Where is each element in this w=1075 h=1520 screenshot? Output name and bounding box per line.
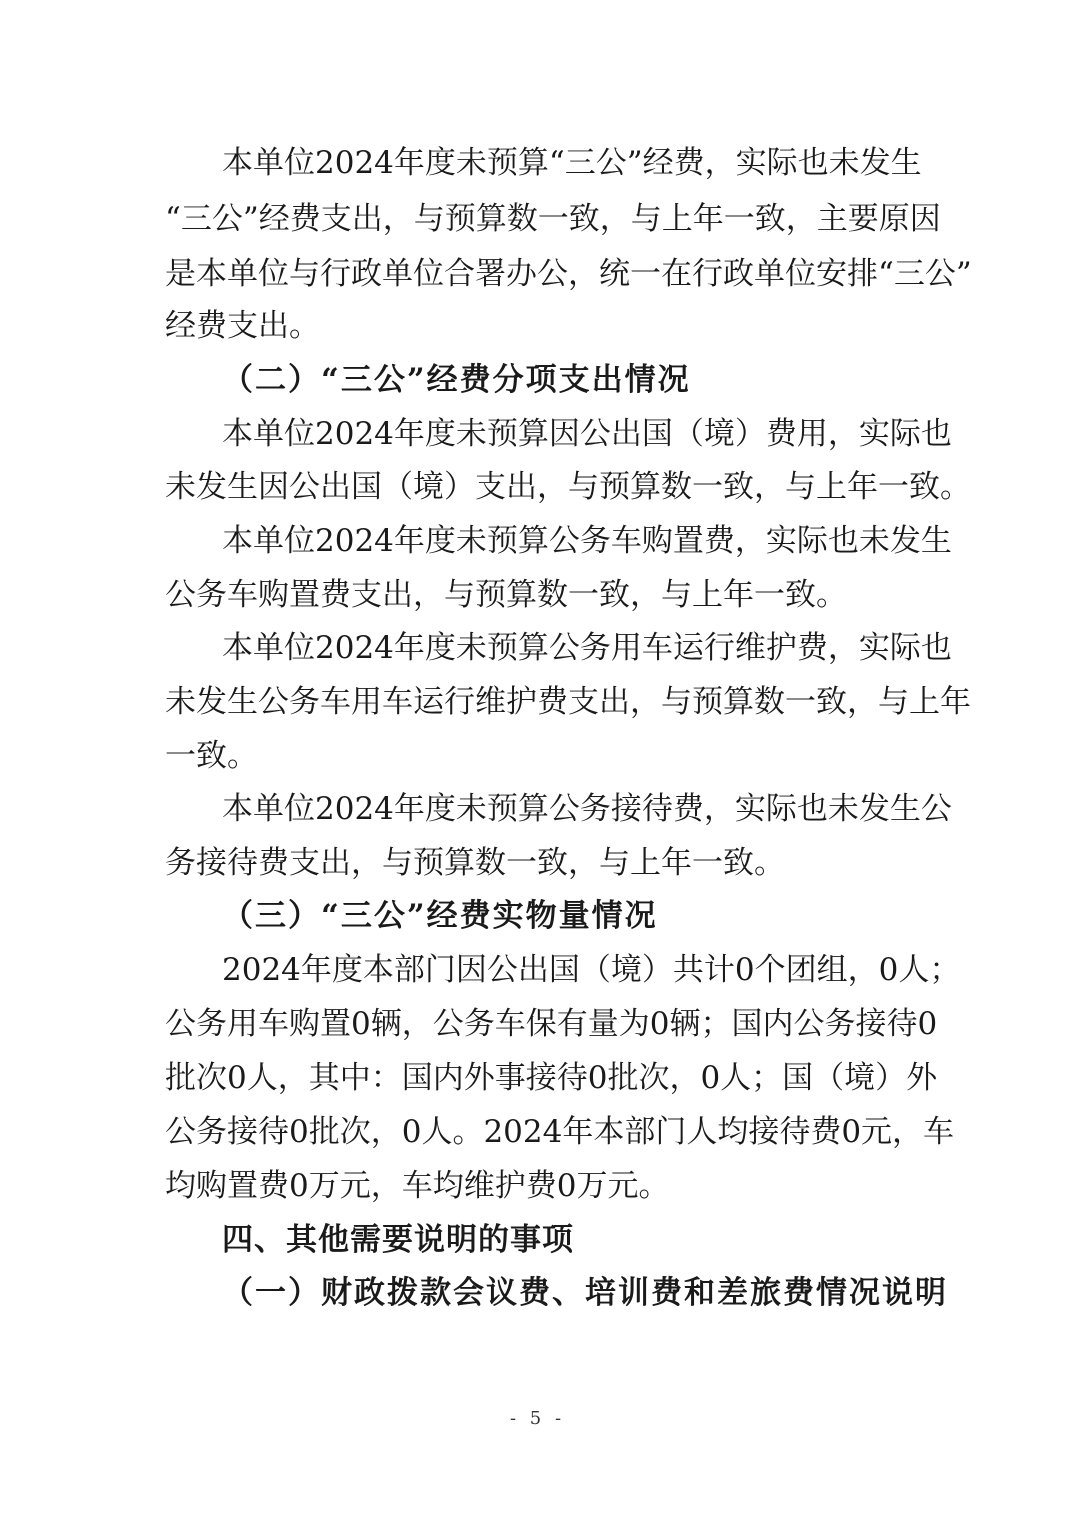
paragraph-line: 本单位2024年度未预算公务用车运行维护费，实际也: [222, 630, 952, 666]
paragraph-line: 2024年度本部门因公出国（境）共计0个团组，0人；: [222, 952, 961, 988]
paragraph-line: 未发生因公出国（境）支出，与预算数一致，与上年一致。: [165, 469, 971, 505]
paragraph-line: 批次0人，其中：国内外事接待0批次，0人；国（境）外: [165, 1060, 938, 1096]
paragraph-line: 公务接待0批次，0人。2024年本部门人均接待费0元，车: [165, 1114, 955, 1150]
paragraph-line: 均购置费0万元，车均维护费0万元。: [165, 1168, 670, 1204]
paragraph-line: 本单位2024年度未预算“三公”经费，实际也未发生: [222, 145, 922, 181]
page-number: - 5 -: [509, 1408, 566, 1429]
section-heading: 四、其他需要说明的事项: [222, 1222, 574, 1258]
paragraph-line: 是本单位与行政单位合署办公，统一在行政单位安排“三公”: [165, 256, 972, 292]
paragraph-line: 公务车购置费支出，与预算数一致，与上年一致。: [165, 577, 847, 613]
paragraph-line: 公务用车购置0辆，公务车保有量为0辆；国内公务接待0: [165, 1006, 938, 1042]
section-heading: （二）“三公”经费分项支出情况: [222, 362, 691, 398]
section-heading: （一）财政拨款会议费、培训费和差旅费情况说明: [222, 1275, 948, 1311]
paragraph-line: 一致。: [165, 738, 258, 774]
paragraph-line: 未发生公务车用车运行维护费支出，与预算数一致，与上年: [165, 684, 971, 720]
paragraph-line: 本单位2024年度未预算因公出国（境）费用，实际也: [222, 416, 952, 452]
paragraph-line: 本单位2024年度未预算公务车购置费，实际也未发生: [222, 523, 952, 559]
section-heading: （三）“三公”经费实物量情况: [222, 898, 658, 934]
paragraph-line: 经费支出。: [165, 308, 320, 344]
paragraph-line: 本单位2024年度未预算公务接待费，实际也未发生公: [222, 791, 952, 827]
paragraph-line: 务接待费支出，与预算数一致，与上年一致。: [165, 845, 785, 881]
paragraph-line: “三公”经费支出，与预算数一致，与上年一致，主要原因: [165, 201, 941, 237]
